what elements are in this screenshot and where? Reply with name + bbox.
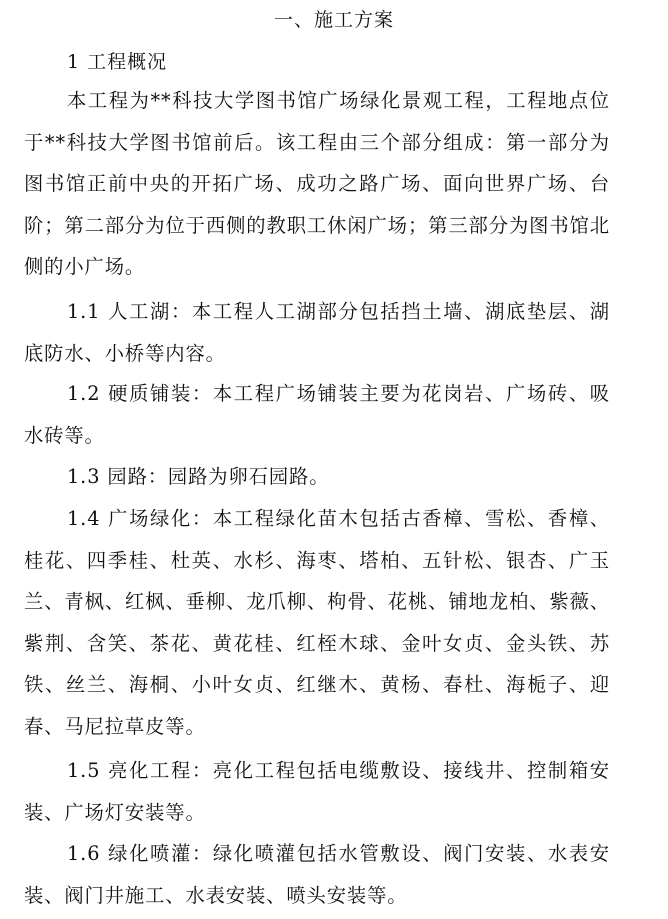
- paragraph-plaza-greening: 1.4 广场绿化：本工程绿化苗木包括古香樟、雪松、香樟、桂花、四季桂、杜英、水杉、海枣、塔柏、五针松、银杏、广玉兰、青枫、红枫、垂柳、龙爪柳、枸骨、花桃、铺地龙柏、紫薇、紫荆、含笑、茶花、黄花桂、红桎木球、金叶女贞、金头铁、苏铁、丝兰、海桐、小叶女贞、红继木、黄杨、春杜、海栀子、迎春、马尼拉草皮等。: [24, 507, 610, 738]
- paragraph-garden-path: 1.3 园路：园路为卵石园路。: [67, 465, 330, 488]
- section-heading-project-overview: 1 工程概况: [67, 51, 168, 73]
- paragraph-lighting-works: 1.5 亮化工程：亮化工程包括电缆敷设、接线井、控制箱安装、广场灯安装等。: [24, 759, 610, 824]
- paragraph-hard-paving: 1.2 硬质铺装：本工程广场铺装主要为花岗岩、广场砖、吸水砖等。: [24, 382, 610, 447]
- paragraph-artificial-lake: 1.1 人工湖：本工程人工湖部分包括挡土墙、湖底垫层、湖底防水、小桥等内容。: [24, 300, 610, 365]
- paragraph-project-intro: 本工程为**科技大学图书馆广场绿化景观工程，工程地点位于**科技大学图书馆前后。该工程由三个部分组成：第一部分为图书馆正前中央的开拓广场、成功之路广场、面向世界广场、台阶；第二部分为位于西侧的教职工休闲广场；第三部分为图书馆北侧的小广场。: [24, 89, 610, 278]
- document-title: 一、施工方案: [273, 9, 394, 31]
- paragraph-irrigation: 1.6 绿化喷灌：绿化喷灌包括水管敷设、阀门安装、水表安装、阀门井施工、水表安装、喷头安装等。: [24, 842, 610, 907]
